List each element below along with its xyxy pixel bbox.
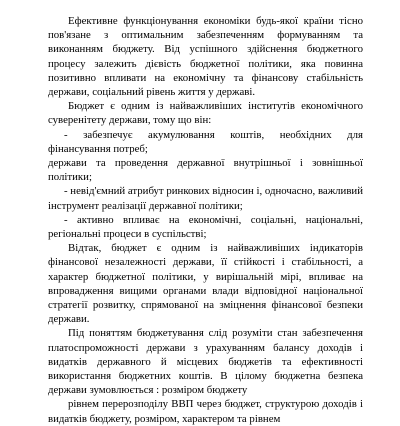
list-item-market-attribute: - невід'ємний атрибут ринкових відносин і, одночасно, важливий інструмент реалізації державної політики;	[48, 185, 363, 212]
paragraph-budgeting-definition: Під поняттям бюджетування слід розуміти стан забезпечення платоспроможності держави з урахуванням балансу доходів і видатків державного й місцевих бюджетів та ефективності використання бюджетних коштів. В цілому бюджетна безпека держави зумовлюється : розміром бюджету	[48, 327, 363, 397]
list-item-influence: - активно впливає на економічні, соціальні, національні, регіональні процеси в суспільстві;	[48, 213, 363, 241]
paragraph-indicator: Відтак, бюджет є одним із найважливіших індикаторів фінансової незалежності держави, її стійкості і стабільності, а характер бюджетної політики, у вирішальній мірі, впливає на впровадження вищими органами влади відповідної національної стратегії розвитку, спрямованої на зміцнення фінансової безпеки держави.	[48, 242, 363, 326]
paragraph-budget-institution: Бюджет є одним із найважливіших інститутів економічного суверенітету держави, тому що він:	[48, 100, 363, 127]
paragraph-intro: Ефективне функціонування економіки будь-якої країни тісно пов'язане з оптимальним забезпеченням формуванням та виконанням бюджету. Від успішного здійснення бюджетного процесу залежить дієвість бюджетної політики, яка повинна позитивно впливати на економічну та фінансову стабільність держави, соціальний рівень життя у державі.	[48, 15, 363, 99]
list-item-accumulation: - забезпечує акумулювання коштів, необхідних для фінансування потреб;	[48, 128, 363, 155]
document-body	[48, 14, 363, 426]
list-item-policy: держави та проведення державної внутрішньої і зовнішньої політики;	[48, 157, 363, 184]
paragraph-redistribution: рівнем перерозподілу ВВП через бюджет, структурою доходів і видатків бюджету, розміром, характером та рівнем	[48, 398, 363, 425]
